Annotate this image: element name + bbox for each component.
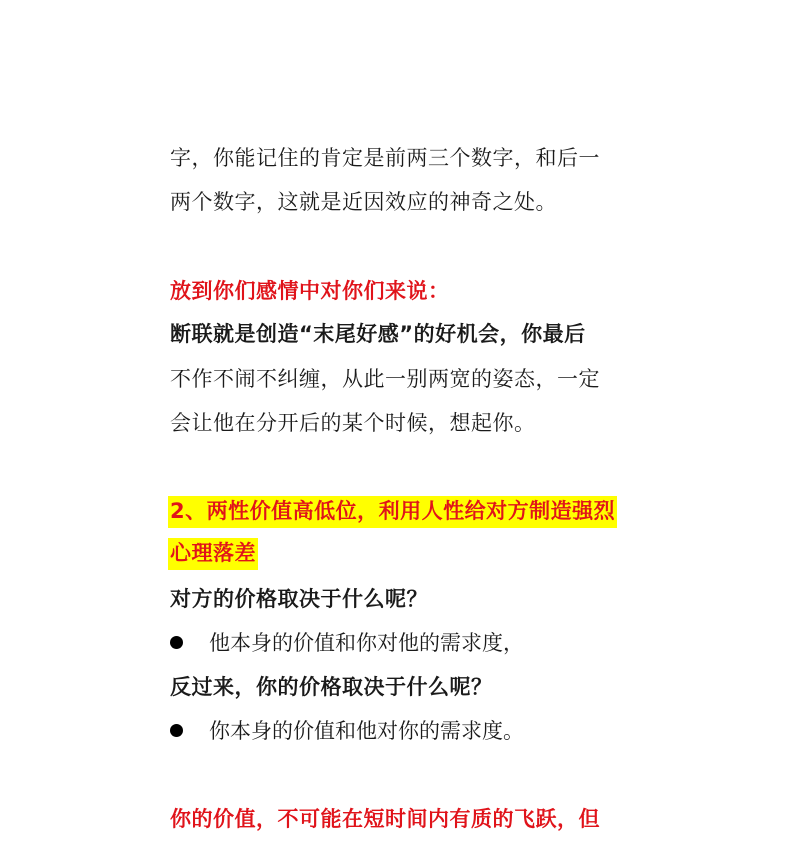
highlighted-heading bbox=[168, 539, 258, 567]
highlighted-heading-line: 心理落差 bbox=[168, 538, 258, 570]
section-heading: 放到你们感情中对你们来说： bbox=[170, 279, 450, 303]
list-item-text: 他本身的价值和你对他的需求度， bbox=[209, 631, 524, 655]
paragraph-line: 断联就是创造“末尾好感”的好机会，你最后 bbox=[170, 322, 586, 346]
highlighted-heading-line: 2、两性价值高低位，利用人性给对方制造强烈 bbox=[168, 496, 617, 528]
bullet-icon bbox=[170, 724, 183, 737]
highlighted-heading bbox=[168, 497, 617, 525]
question-line: 对方的价格取决于什么呢？ bbox=[170, 587, 428, 611]
paragraph-line: 不作不闹不纠缠，从此一别两宽的姿态，一定 bbox=[170, 367, 600, 391]
emphasis-line: 你的价值，不可能在短时间内有质的飞跃，但 bbox=[170, 807, 600, 831]
list-item bbox=[170, 717, 524, 745]
list-item-text: 你本身的价值和他对你的需求度。 bbox=[209, 719, 524, 743]
paragraph-line: 会让他在分开后的某个时候，想起你。 bbox=[170, 411, 536, 435]
paragraph-line: 字，你能记住的肯定是前两三个数字，和后一 bbox=[170, 146, 600, 170]
list-item bbox=[170, 629, 524, 657]
paragraph-line: 两个数字，这就是近因效应的神奇之处。 bbox=[170, 190, 557, 214]
bullet-icon bbox=[170, 636, 183, 649]
question-line: 反过来，你的价格取决于什么呢？ bbox=[170, 675, 493, 699]
